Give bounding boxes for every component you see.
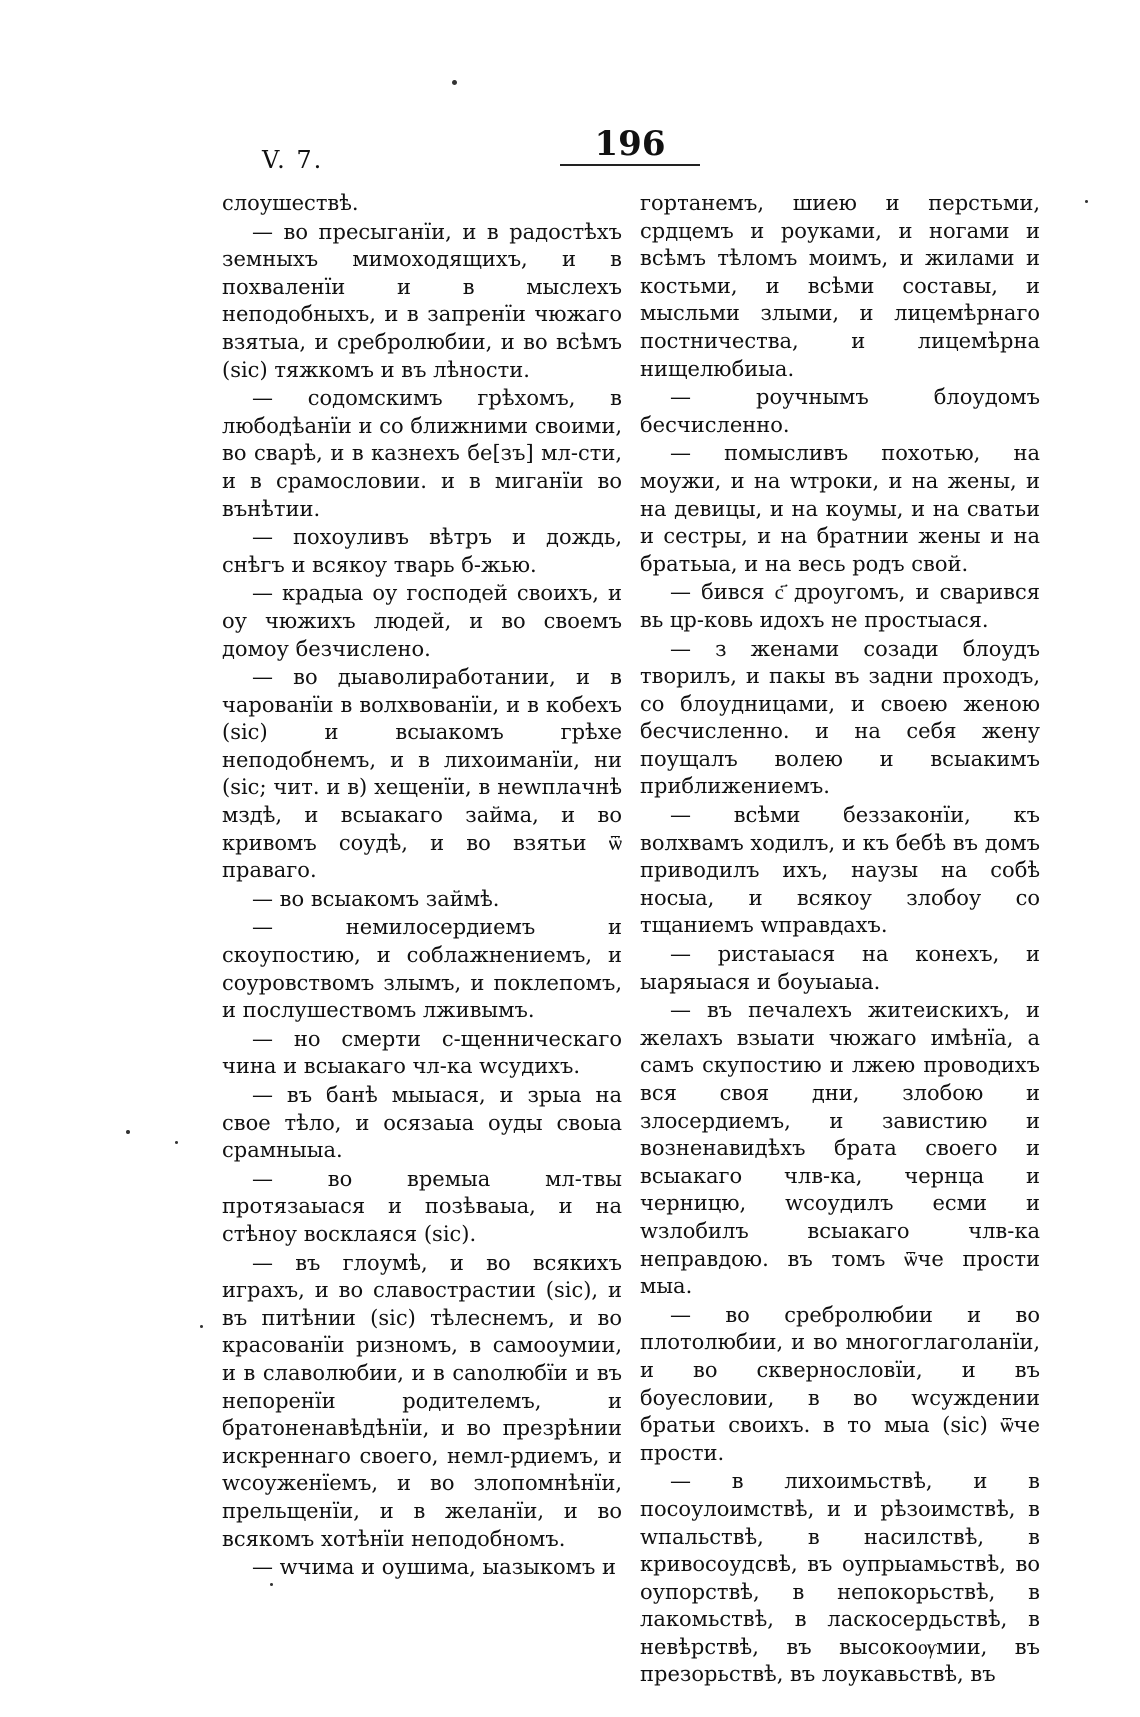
paragraph: — содомскимъ грѣхомъ, в любодѣанїи и со ближними своими, во сварѣ, и в казнехъ бе[зъ] мл-сти, и в срамословии. и в миганїи во вънѣтии. <box>222 386 622 521</box>
right-column <box>640 190 1040 1690</box>
paragraph: — бився с҃ дроугомъ, и сварився вь цр-ковь идохъ не простыася. <box>640 580 1040 632</box>
scan-speck <box>1085 200 1088 203</box>
page-number-rule <box>560 164 700 166</box>
paragraph: — во дыаволиработании, и в чарованїи в волхвованїи, и в кобехъ (sic) и всыакомъ грѣхе неподобнемъ, и в лихоиманїи, ни (sic; чит. и в) хещенїи, в неwплачнѣ мздѣ, и всыакаго займа, и во кривомъ соудѣ, и во взятьи ѿ праваго. <box>222 665 622 883</box>
paragraph: — но смерти с-щенническаго чина и всыакаго чл-ка wсудихъ. <box>222 1026 622 1079</box>
paragraph: — роучнымъ блоудомъ бесчисленно. <box>640 385 1040 437</box>
paragraph: — во всыакомъ займѣ. <box>252 886 500 911</box>
paragraph: — во времыа мл-твы протязаыася и позѣваыа, и на стѣноу восклаяся (sic). <box>222 1166 622 1246</box>
scan-speck <box>452 80 457 85</box>
paragraph: — въ печалехъ житеискихъ, и желахъ взыати чюжаго имѣнїа, а самъ скупостию и лжею проводихъ вся своя дни, злобою и злосердиемъ, и завистию и возненавидѣхъ брата своего и всыакаго члв-ка, чернца и черницю, wсоудилъ есми и wзлобилъ всыакаго члв-ка неправдою. въ томъ ѿче прости мыа. <box>640 998 1040 1299</box>
paragraph: — похоуливъ вѣтръ и дождь, снѣгъ и всякоу тварь б-жью. <box>222 525 622 577</box>
paragraph: — во пресыганїи, и в радостѣхъ земныхъ мимоходящихъ, и в похваленїи и в мыслехъ неподобныхъ, и в запренїи чюжаго взятыа, и сребролюбии, и во всѣмъ (sic) тяжкомъ и въ лѣности. <box>222 219 622 382</box>
paragraph: — въ глоумѣ, и во всякихъ играхъ, и во славострастии (sic), и въ питѣнии (sic) тѣлеснемъ, и во красованїи ризномъ, в самооумии, и в славолюбии, и в сanолюбїи и въ непоренїи родителемъ, и братоненавѣдѣнїи, и во презрѣнии искреннаго своего, немл-рдиемъ, и wсоуженїемъ, и во злопомнѣнїи, прельщенїи, и в желанїи, и во всякомъ хотѣнїи неподобномъ. <box>222 1250 622 1551</box>
paragraph: — всѣми беззаконїи, къ волхвамъ ходилъ, и къ бебѣ въ домъ приводилъ ихъ, наузы на собѣ носыа, и всякоу злобоу со тщаниемъ wправдахъ. <box>640 803 1040 938</box>
paragraph: — з женами созади блоудъ творилъ, и пакы въ задни проходъ, со блоудницами, и своею женою бесчисленно. и на себя жену поущалъ волею и всыакимъ приближениемъ. <box>640 636 1040 799</box>
scan-speck <box>126 1130 130 1134</box>
page-number: 196 <box>594 124 666 164</box>
paragraph: — wчима и оушима, ыазыкомъ и <box>252 1555 616 1580</box>
scan-speck <box>270 1583 273 1586</box>
paragraph: — немилосердиемъ и скоупостию, и соблажнениемъ, и соуровствомъ злымъ, и поклепомъ, и послушествомъ лживымъ. <box>222 915 622 1023</box>
scan-speck <box>175 1141 178 1144</box>
paragraph: гортанемъ, шиею и перстьми, срдцемъ и роуками, и ногами и всѣмъ тѣломъ моимъ, и жилами и костьми, и всѣми составы, и мысльми злыми, и лицемѣрнаго постничества, и лицемѣрна нищелюбиыа. <box>640 191 1040 381</box>
paragraph: — ристаыася на конехъ, и ыаряыася и боуыаыа. <box>640 942 1040 994</box>
paragraph: — въ банѣ мыыася, и зрыа на свое тѣло, и осязаыа оуды своыа срамныыа. <box>222 1083 622 1163</box>
left-column <box>222 190 622 1583</box>
paragraph: — во сребролюбии и во плотолюбии, и во многоглаголанїи, и во сквернословїи, и въ боуесловии, в во wсуждении братьи своихъ. в то мыа (sic) ѿче прости. <box>640 1302 1040 1465</box>
paragraph: слоушествѣ. <box>222 191 359 215</box>
paragraph: — в лихоимьствѣ, и в посоулоимствѣ, и и рѣзоимствѣ, в wпальствѣ, в насилствѣ, в кривосоудсвѣ, въ оупрыамьствѣ, во оупорствѣ, в непокорьствѣ, в лакомьствѣ, в ласкосердьствѣ, в невѣрствѣ, въ высокоѹмии, въ презорьствѣ, въ лоукавьствѣ, въ <box>640 1469 1040 1687</box>
section-reference: V. 7. <box>262 146 324 174</box>
scan-speck <box>200 1325 203 1328</box>
paragraph: — помысливъ похотью, на моужи, и на wтроки, и на жены, и на девицы, и на коумы, и на сватьи и сестры, и на братнии жены и на братьыа, и на весь родъ свой. <box>640 441 1040 576</box>
paragraph: — крадыа оу господей своихъ, и оу чюжихъ людей, и во своемъ домоу безчислено. <box>222 581 622 661</box>
